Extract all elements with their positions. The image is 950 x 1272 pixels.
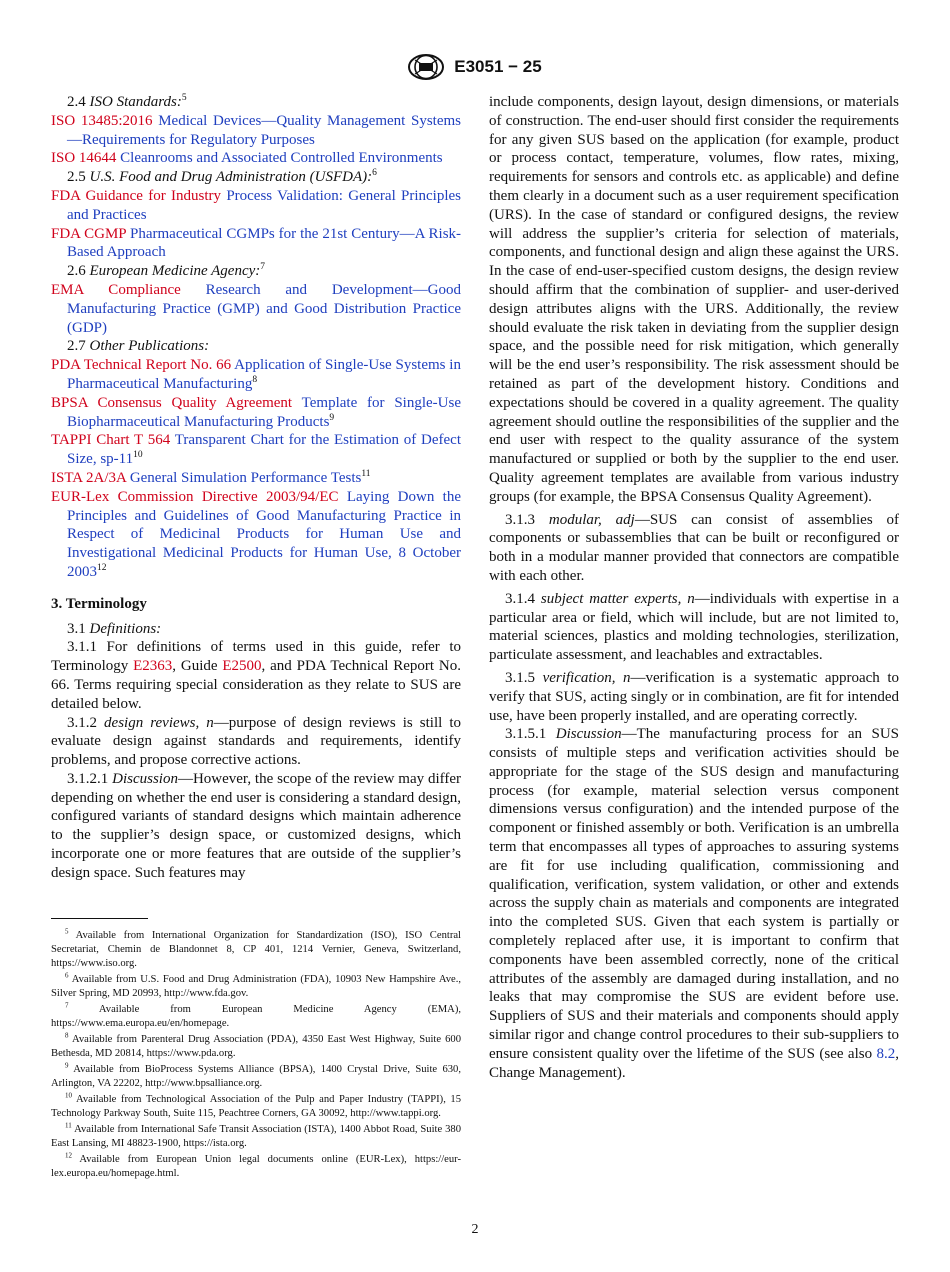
reference-ista[interactable]: ISTA 2A/3A General Simulation Performance Tests$^{11}$ (51, 468, 371, 486)
reference-eur-lex[interactable]: EUR-Lex Commission Directive 2003/94/EC Laying Down the Principles and Guidelines of Good Manufacturing Practice in Respect of Medicinal Products for Human Use and Investigational Medicinal Products for Human Use, 8 October 2003$^{12}$ (51, 488, 461, 580)
reference-iso-13485[interactable]: ISO 13485:2016 Medical Devices—Quality Management Systems—Requirements for Regulatory Purposes (51, 112, 461, 148)
section-3-1-5: 3.1.5 verification, n—verification is a systematic approach to verify that SUS, acting singly or in combination, are fit for intended use, have been properly installed, and are operating correctly. (489, 669, 900, 724)
link-section-8-2[interactable]: 8.2 (876, 1045, 896, 1062)
section-3-1-4: 3.1.4 subject matter experts, n—individuals with expertise in a particular area or field, which will include, but are not limited to, material sciences, plastics and molding technologies, sterilization, particulate assessment, and leachables and extractables. (489, 590, 900, 664)
reference-iso-14644[interactable]: ISO 14644 Cleanrooms and Associated Controlled Environments (51, 150, 443, 167)
reference-pda-tr66[interactable]: PDA Technical Report No. 66 Application of Single-Use Systems in Pharmaceutical Manufacturing$^8$ (51, 357, 461, 392)
reference-tappi[interactable]: TAPPI Chart T 564 Transparent Chart for the Estimation of Defect Size, $sp-11^{10}$ (51, 432, 462, 468)
astm-logo-icon (408, 54, 444, 80)
link-e2363[interactable]: E2363 (133, 658, 173, 675)
reference-fda-cgmp[interactable]: FDA CGMP Pharmaceutical CGMPs for the 21st Century—A Risk-Based Approach (51, 225, 462, 261)
section-2-6: 2.6 European Medicine Agency:$^7$ (67, 262, 266, 280)
footnote: $^{11}$ Available from International Safe Transit Association (ISTA), 1400 Abbot Road, Suite 380 East Lansing, MI 48823-1900, https://ista.org. (51, 1121, 461, 1149)
footnote-divider (51, 918, 148, 919)
section-3-1: 3.1 Definitions: (67, 620, 162, 637)
link-e2500[interactable]: E2500 (222, 658, 262, 675)
footnote: $^6$ Available from U.S. Food and Drug Administration (FDA), 10903 New Hampshire Ave., Silver Spring, MD 20993, http://www.fda.gov. (51, 971, 461, 999)
section-2-5: 2.5 U.S. Food and Drug Administration (USFDA):$^6$ (67, 168, 377, 186)
footnote: $^{12}$ Available from European Union legal documents online (EUR-Lex), https://eur-lex.europa.eu/homepage.html. (51, 1151, 461, 1179)
section-3-1-2-1-continued: include components, design layout, design dimensions, or materials of construction. The end-user should first consider the requirements for any given SUS based on the application (for example, product or process contact, temperature, volumes, flow rates, mixing, requirements for sensors and controls etc. as applicable) and define them clearly in a document such as a user requirement specification (URS). In the case of standard or configured designs, the review will address the supplier’s criteria for selection of materials, components, and functional design and align these against the URS. In the case of end-user-specified custom designs, the design review should affirm that the combination of supplier- and user-derived design attributes aligns with the URS. Additionally, the review should evaluate the risk taken in deviating from the supplier design space, and the possible need for risk mitigation, which generally will be the end user’s responsibility. The risk assessment should be retained as part of the development history. Conditions and expectations should be covered in a quality agreement. The quality agreement should outline the responsibilities of the supplier and the end user with respect to the quality assurance of the system manufactured or supplied or both by the supplier to the end user. Quality agreement templates are available from various industry groups (for example, the BPSA Consensus Quality Agreement). (489, 94, 899, 505)
footnote: $^7$ Available from European Medicine Agency (EMA), https://www.ema.europa.eu/en/homepage. (51, 1001, 461, 1029)
footnotes (51, 929, 461, 1183)
footnote: $^9$ Available from BioProcess Systems Alliance (BPSA), 1400 Crystal Drive, Suite 630, Arlington, VA 22202, http://www.bpsalliance.org. (51, 1061, 461, 1089)
section-3-1-3: 3.1.3 modular, adj—SUS can consist of assemblies of components or subassemblies that can be built or reconfigured or both in a modular manner provided that connectors are compatible with each other. (489, 511, 900, 584)
section-3-1-1: 3.1.1 For definitions of terms used in this guide, refer to Terminology E2363, Guide E2500, and PDA Technical Report No. 66. Terms requiring special consideration as they relate to SUS are detailed below. (51, 639, 461, 712)
section-3-1-5-1: 3.1.5.1 Discussion—The manufacturing process for an SUS consists of multiple steps and verification activities should be appropriate for the stage of the SUS design and manufacturing process (for example, material selection versus component dimensions versus configuration) and the intended purpose of the component or finished assembly or both. Verification is an umbrella term that encompasses all types of approaches to assuring systems are fit for use including qualification, commissioning and qualification, verification, system validation, or other and extends across the supply chain as materials and components are integrated into the completed SUS. Given that each system is partially or completely replaced after use, it is important to confirm that components have been assembled correctly, none of the critical attributes of the assembly are damaged during installation, and no leaks that may compromise the SUS are evident before use. Suppliers of SUS and their materials and components should apply similar rigor and change control procedures to their sub-suppliers to ensure consistent quality over the lifetime of the SUS (see also 8.2, Change Management). (489, 726, 900, 1081)
section-2-7: 2.7 Other Publications: (67, 338, 210, 355)
left-column (51, 93, 461, 883)
footnote: $^5$ Available from International Organization for Standardization (ISO), ISO Central Secretariat, Chemin de Blandonnet 8, CP 401, 1214 Vernier, Geneva, Switzerland, https://www.iso.org. (51, 927, 461, 969)
page-header (0, 54, 950, 84)
terminology-heading: 3. Terminology (51, 595, 147, 612)
document-id: E3051 − 25 (454, 57, 542, 76)
reference-fda-guidance[interactable]: FDA Guidance for Industry Process Validation: General Principles and Practices (51, 187, 462, 223)
footnote: $^8$ Available from Parenteral Drug Association (PDA), 4350 East West Highway, Suite 600 Bethesda, MD 20814, https://www.pda.org. (51, 1031, 461, 1059)
page-number: 2 (471, 1222, 479, 1237)
reference-ema-compliance[interactable]: EMA Compliance Research and Development—Good Manufacturing Practice (GMP) and Good Distribution Practice (GDP) (51, 281, 461, 336)
footnote: $^{10}$ Available from Technological Association of the Pulp and Paper Industry (TAPPI), 15 Technology Parkway South, Suite 115, Peachtree Corners, GA 30092, http://www.tappi.org. (51, 1091, 461, 1119)
right-column (489, 93, 899, 1082)
section-3-1-2: 3.1.2 design reviews, n—purpose of design reviews is still to evaluate design against standards and requirements, identify problems, and propose corrective actions. (51, 714, 461, 769)
section-3-1-2-1: 3.1.2.1 Discussion—However, the scope of the review may differ depending on whether the end user is considering a standard design, configured variants of standard designs which maintain adherence to the supplier’s design space, or customized designs, which incorporate one or more features that are outside of the supplier’s design space. Such features may (51, 770, 461, 881)
section-2-4: 2.4 ISO Standards:$^5$ (67, 93, 187, 110)
reference-bpsa[interactable]: BPSA Consensus Quality Agreement Template for Single-Use Biopharmaceutical Manufacturing Products$^9$ (51, 394, 461, 430)
